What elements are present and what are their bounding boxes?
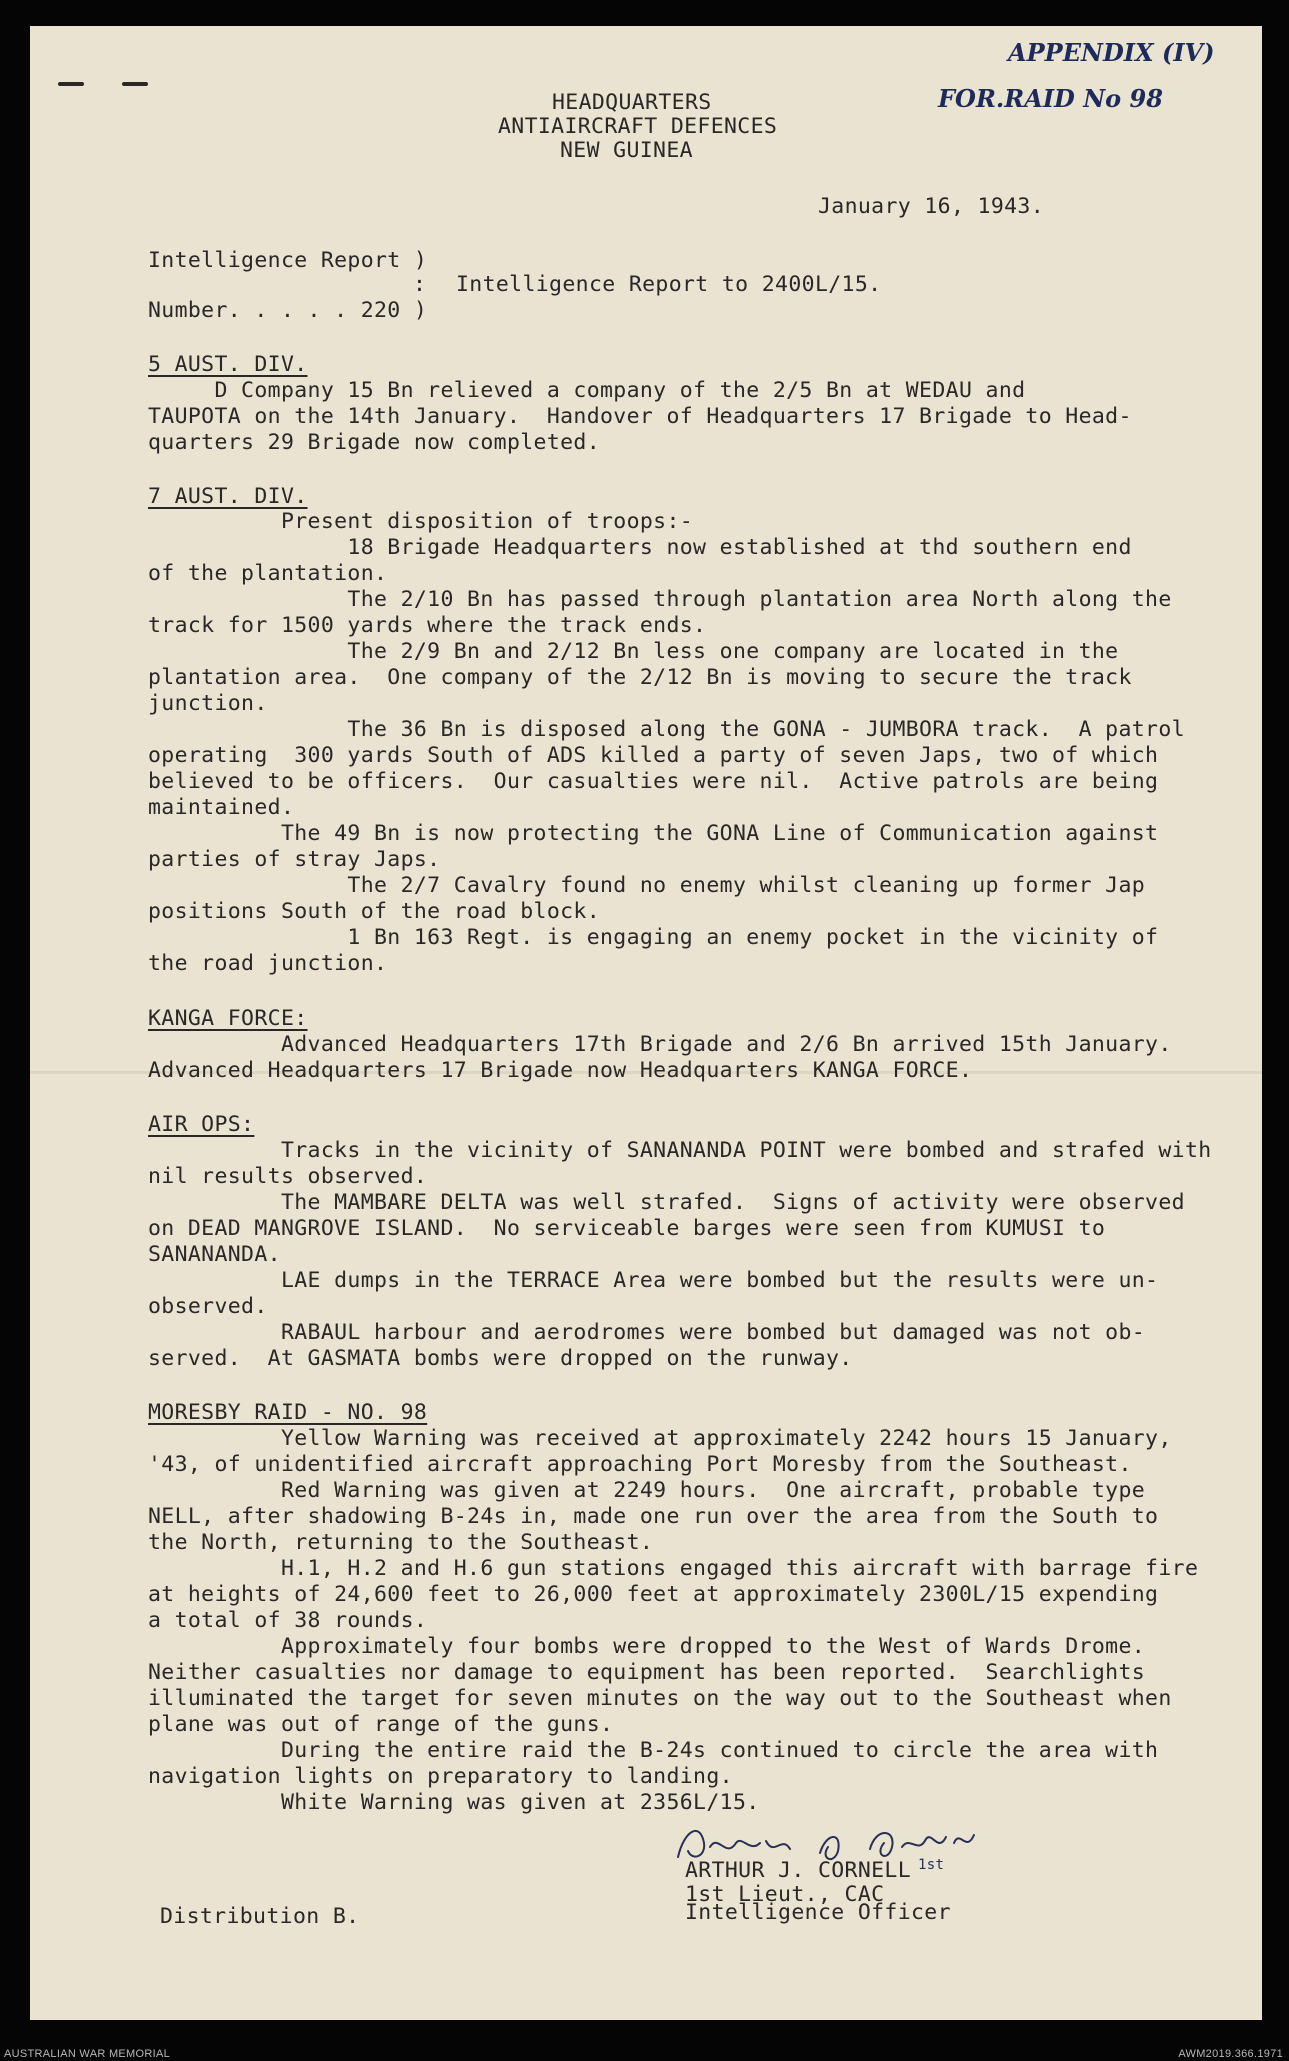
document-page <box>30 26 1262 2020</box>
body-line: The 2/9 Bn and 2/12 Bn less one company are located in the <box>148 639 1119 664</box>
body-line: nil results observed. <box>148 1164 428 1189</box>
body-line: Neither casualties nor damage to equipment has been reported. Searchlights <box>148 1660 1146 1685</box>
section-kanga-force-heading: KANGA FORCE: <box>148 1006 308 1031</box>
scrawl-suffix: 1st <box>918 1857 945 1873</box>
body-line: at heights of 24,600 feet to 26,000 feet at approximately 2300L/15 expending <box>148 1582 1159 1607</box>
body-line: White Warning was given at 2356L/15. <box>148 1790 760 1815</box>
body-line: The MAMBARE DELTA was well strafed. Signs of activity were observed <box>148 1190 1185 1215</box>
distribution-note: Distribution B. <box>160 1904 360 1929</box>
appendix-annotation: APPENDIX (IV) <box>1008 38 1215 67</box>
body-line: observed. <box>148 1294 268 1319</box>
body-line: operating 300 yards South of ADS killed a party of seven Japs, two of which <box>148 743 1159 768</box>
body-line: a total of 38 rounds. <box>148 1608 428 1633</box>
body-line: plane was out of range of the guns. <box>148 1712 614 1737</box>
section-moresby-raid-heading: MORESBY RAID - NO. 98 <box>148 1400 428 1425</box>
punch-mark-left <box>58 82 84 86</box>
body-line: navigation lights on preparatory to landing. <box>148 1764 733 1789</box>
section-air-ops-heading: AIR OPS: <box>148 1112 255 1137</box>
body-line: 1 Bn 163 Regt. is engaging an enemy pocket in the vicinity of <box>148 925 1159 950</box>
punch-mark-right <box>122 82 148 86</box>
body-line: H.1, H.2 and H.6 gun stations engaged this aircraft with barrage fire <box>148 1556 1199 1581</box>
header-line-3: NEW GUINEA <box>560 138 693 163</box>
body-line: Advanced Headquarters 17th Brigade and 2/6 Bn arrived 15th January. <box>148 1032 1172 1057</box>
body-line: of the plantation. <box>148 561 388 586</box>
body-line: '43, of unidentified aircraft approaching Port Moresby from the Southeast. <box>148 1452 1132 1477</box>
body-line: SANANANDA. <box>148 1242 281 1267</box>
body-line: junction. <box>148 691 268 716</box>
body-line: served. At GASMATA bombs were dropped on the runway. <box>148 1346 853 1371</box>
body-line: Yellow Warning was received at approximately 2242 hours 15 January, <box>148 1426 1172 1451</box>
body-line: maintained. <box>148 795 295 820</box>
signatory-title: Intelligence Officer <box>685 1900 951 1925</box>
body-line: D Company 15 Bn relieved a company of the 2/5 Bn at WEDAU and <box>148 378 1026 403</box>
body-line: the North, returning to the Southeast. <box>148 1530 654 1555</box>
body-line: illuminated the target for seven minutes on the way out to the Southeast when <box>148 1686 1172 1711</box>
body-line: Red Warning was given at 2249 hours. One aircraft, probable type <box>148 1478 1146 1503</box>
signatory-rank: 1st Lieut., CAC <box>685 1882 885 1907</box>
body-line: LAE dumps in the TERRACE Area were bombed but the results were un- <box>148 1268 1159 1293</box>
header-line-1: HEADQUARTERS <box>552 90 712 115</box>
raid-annotation: FOR.RAID No 98 <box>938 84 1163 113</box>
body-line: quarters 29 Brigade now completed. <box>148 430 600 455</box>
body-line: Approximately four bombs were dropped to the West of Wards Drome. <box>148 1634 1146 1659</box>
body-line: The 2/10 Bn has passed through plantation area North along the <box>148 587 1172 612</box>
body-line: Tracks in the vicinity of SANANANDA POINT were bombed and strafed with <box>148 1138 1212 1163</box>
body-line: on DEAD MANGROVE ISLAND. No serviceable barges were seen from KUMUSI to <box>148 1216 1106 1241</box>
footer-accession-number: AWM2019.366.1971 <box>1178 2048 1283 2060</box>
body-line: During the entire raid the B-24s continued to circle the area with <box>148 1738 1159 1763</box>
body-line: track for 1500 yards where the track ends. <box>148 613 707 638</box>
body-line: parties of stray Japs. <box>148 847 441 872</box>
body-line: the road junction. <box>148 951 388 976</box>
report-subject: Intelligence Report to 2400L/15. <box>456 272 882 297</box>
report-label-line1: Intelligence Report ) <box>148 248 428 273</box>
body-line: The 49 Bn is now protecting the GONA Line of Communication against <box>148 821 1159 846</box>
header-line-2: ANTIAIRCRAFT DEFENCES <box>498 114 778 139</box>
body-line: believed to be officers. Our casualties were nil. Active patrols are being <box>148 769 1159 794</box>
report-label-line2: Number. . . . . 220 ) <box>148 298 428 323</box>
body-line: RABAUL harbour and aerodromes were bombed but damaged was not ob- <box>148 1320 1146 1345</box>
body-line: Advanced Headquarters 17 Brigade now Headquarters KANGA FORCE. <box>148 1058 973 1083</box>
report-colon: : <box>413 272 427 297</box>
body-line: TAUPOTA on the 14th January. Handover of Headquarters 17 Brigade to Head- <box>148 404 1132 429</box>
body-line: The 2/7 Cavalry found no enemy whilst cleaning up former Jap <box>148 873 1146 898</box>
body-line: plantation area. One company of the 2/12 Bn is moving to secure the track <box>148 665 1132 690</box>
signatory-name: ARTHUR J. CORNELL <box>685 1858 911 1883</box>
section-5-aust-div-heading: 5 AUST. DIV. <box>148 352 308 377</box>
body-line: 18 Brigade Headquarters now established at thd southern end <box>148 535 1132 560</box>
body-line: NELL, after shadowing B-24s in, made one run over the area from the South to <box>148 1504 1159 1529</box>
report-date: January 16, 1943. <box>818 194 1044 219</box>
body-line: Present disposition of troops:- <box>148 509 694 534</box>
body-line: positions South of the road block. <box>148 899 600 924</box>
section-7-aust-div-heading: 7 AUST. DIV. <box>148 484 308 509</box>
body-line: The 36 Bn is disposed along the GONA - JUMBORA track. A patrol <box>148 717 1185 742</box>
footer-archive-name: AUSTRALIAN WAR MEMORIAL <box>4 2048 171 2060</box>
